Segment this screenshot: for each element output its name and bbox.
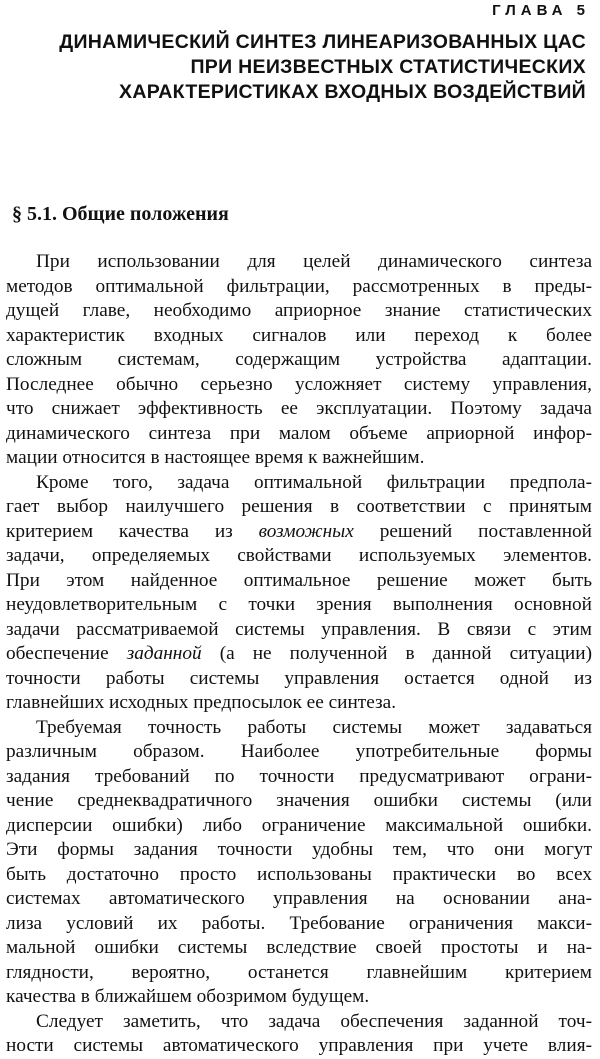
text-line: мации относится в настоящее время к важнейшим. [6,447,425,468]
text-line: различным образом. Наиболее употребительные формы [6,741,592,762]
text-fragment: обеспечение [6,643,127,664]
text-line: При использовании для целей динамического синтеза [36,251,592,272]
text-line: задачи, определяемых свойствами используемых элементов. [6,545,592,566]
text-line: методов оптимальной фильтрации, рассмотренных в преды- [6,275,592,297]
text-line: дисперсии ошибки) либо ограничение максимальной ошибки. [6,814,592,836]
emphasis-text: возможных [258,520,354,542]
text-line: Последнее обычно серьезно усложняет систему управления, [6,373,592,395]
text-line: Требуемая точность работы системы может задаваться [36,716,592,738]
text-fragment: (а не полученной в данной ситуации) [201,643,592,664]
text-line: Кроме того, задача оптимальной фильтрации предпола- [36,471,592,493]
text-line: дущей главе, необходимо априорное знание статистических [6,300,592,321]
text-line [6,642,592,667]
text-line: мальной ошибки системы вследствие своей простоты и на- [6,937,592,958]
text-line: быть достаточно просто использованы практически во всех [6,863,592,885]
text-line: лиза условий их работы. Требование ограничения макси- [6,912,592,934]
text-line: Следует заметить, что задача обеспечения заданной точ- [36,1010,592,1032]
chapter-title-line: ПРИ НЕИЗВЕСТНЫХ СТАТИСТИЧЕСКИХ [190,56,586,78]
text-line: Эти формы задания точности удобны тем, что они могут [6,839,592,860]
text-fragment: решений поставленной [353,520,592,542]
text-line: глядности, вероятно, останется главнейшим критерием [6,961,592,983]
text-line [6,520,592,545]
text-line: задачи рассматриваемой системы управления. В связи с этим [6,618,592,640]
text-line: качества в ближайшем обозримом будущем. [6,986,370,1007]
chapter-label: ГЛАВА 5 [492,2,590,19]
text-line: что снижает эффективность ее эксплуатации. Поэтому задача [6,398,592,419]
section-heading: § 5.1. Общие положения [12,203,229,225]
text-line: характеристик входных сигналов или переход к более [6,324,592,346]
text-line: сложным системам, содержащим устройства адаптации. [6,349,592,370]
text-line: При этом найденное оптимальное решение может быть [6,569,592,591]
text-line: динамического синтеза при малом объеме априорной инфор- [6,422,592,444]
text-line: системах автоматического управления на основании ана- [6,888,592,909]
text-line: гает выбор наилучшего решения в соответствии с принятым [6,496,592,517]
chapter-title-line: ХАРАКТЕРИСТИКАХ ВХОДНЫХ ВОЗДЕЙСТВИЙ [119,81,586,103]
text-line: неудовлетворительным с точки зрения выполнения основной [6,594,592,615]
text-fragment: критерием качества из [6,520,259,542]
chapter-title-line: ДИНАМИЧЕСКИЙ СИНТЕЗ ЛИНЕАРИЗОВАННЫХ ЦАС [59,31,586,53]
text-line: чение среднеквадратичного значения ошибки системы (или [6,790,592,811]
text-line: точности работы системы управления остается одной из [6,667,592,689]
paragraph [6,250,592,471]
paragraph [6,716,592,1010]
text-line: ности системы автоматического управления при учете влия- [6,1035,592,1056]
paragraph [6,1010,592,1059]
chapter-title [6,30,586,105]
body-text [6,250,592,1059]
paragraph [6,471,592,716]
text-line: главнейших исходных предпосылок ее синтеза. [6,692,397,713]
text-line: задания требований по точности предусматривают ограни- [6,765,592,787]
emphasis-text: заданной [126,643,202,664]
